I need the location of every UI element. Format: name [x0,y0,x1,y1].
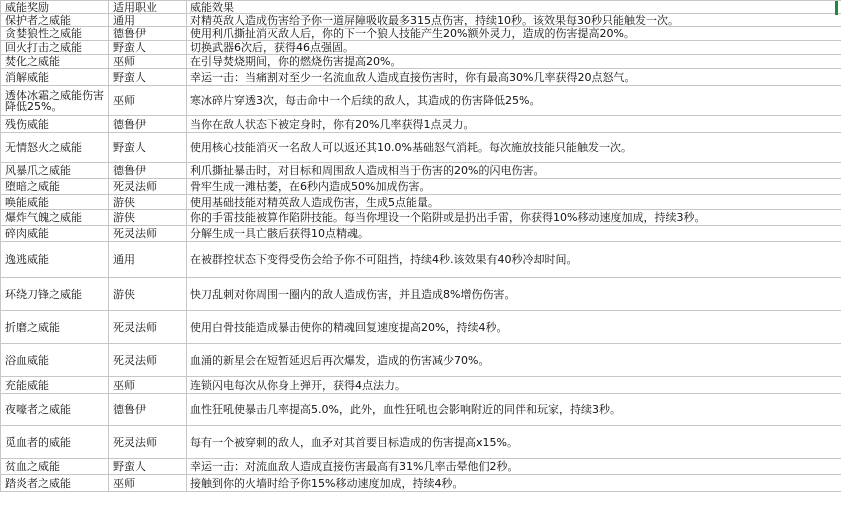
effect-cell: 在被群控状态下变得受伤会给予你不可阻挡，持续4秒.该效果有40秒冷却时间。 [187,242,841,278]
class-cell: 通用 [109,14,187,27]
table-row [1,426,841,459]
power-name-cell: 碎肉威能 [1,226,109,242]
class-cell: 巫师 [109,475,187,492]
effect-cell: 寒冰碎片穿透3次，每击命中一个后续的敌人，其造成的伤害降低25%。 [187,86,841,116]
effect-cell: 每有一个被穿刺的敌人，血矛对其首要目标造成的伤害提高x15%。 [187,426,841,459]
power-name-cell: 夜嚎者之威能 [1,394,109,426]
class-cell: 德鲁伊 [109,394,187,426]
header-power: 威能奖励 [1,1,109,14]
class-cell: 通用 [109,242,187,278]
power-name-cell: 焚化之威能 [1,55,109,69]
effect-cell: 幸运一击：当痛割对至少一名流血敌人造成直接伤害时，你有最高30%几率获得20点怒气。 [187,69,841,86]
table-row [1,116,841,133]
cell-selection-marker [835,1,838,15]
table-row [1,226,841,242]
power-name-cell: 贫血之威能 [1,459,109,475]
header-effect: 威能效果 [187,1,841,14]
table-row [1,195,841,210]
table-row [1,163,841,179]
effect-cell: 幸运一击：对流血敌人造成直接伤害最高有31%几率击晕他们2秒。 [187,459,841,475]
class-cell: 德鲁伊 [109,27,187,41]
table-row [1,27,841,41]
table-row [1,242,841,278]
power-name-cell: 唤能威能 [1,195,109,210]
effect-cell: 利爪撕扯暴击时，对目标和周围敌人造成相当于伤害的20%的闪电伤害。 [187,163,841,179]
effect-cell: 连锁闪电每次从你身上弹开，获得4点法力。 [187,377,841,394]
class-cell: 死灵法师 [109,311,187,344]
class-cell: 游侠 [109,195,187,210]
table-row [1,86,841,116]
effect-cell: 使用核心技能消灭一名敌人可以返还其10.0%基础怒气消耗。每次施放技能只能触发一次。 [187,133,841,163]
class-cell: 野蛮人 [109,41,187,55]
power-name-cell: 贪婪狼性之威能 [1,27,109,41]
effect-cell: 使用基础技能对精英敌人造成伤害，生成5点能量。 [187,195,841,210]
table-row [1,377,841,394]
class-cell: 死灵法师 [109,426,187,459]
power-name-cell: 风暴爪之威能 [1,163,109,179]
table-row [1,55,841,69]
table-row [1,344,841,377]
power-name-cell: 逸逃威能 [1,242,109,278]
effect-cell: 接触到你的火墙时给予你15%移动速度加成，持续4秒。 [187,475,841,492]
power-name-cell: 无情怒火之威能 [1,133,109,163]
class-cell: 死灵法师 [109,226,187,242]
effect-cell: 切换武器6次后，获得46点强固。 [187,41,841,55]
power-name-cell: 透体冰霜之威能伤害降低25%。 [1,86,109,116]
power-name-cell: 觅血者的威能 [1,426,109,459]
power-name-cell: 环绕刀锋之威能 [1,278,109,311]
table-row [1,69,841,86]
power-name-cell: 浴血威能 [1,344,109,377]
class-cell: 死灵法师 [109,344,187,377]
effect-cell: 分解生成一具亡骸后获得10点精魂。 [187,226,841,242]
header-class: 适用职业 [109,1,187,14]
table-row [1,179,841,195]
header-row [1,1,841,14]
power-name-cell: 充能威能 [1,377,109,394]
class-cell: 死灵法师 [109,179,187,195]
power-name-cell: 堕暗之威能 [1,179,109,195]
class-cell: 巫师 [109,86,187,116]
table-row [1,394,841,426]
effect-cell: 当你在敌人状态下被定身时，你有20%几率获得1点灵力。 [187,116,841,133]
power-name-cell: 残伤威能 [1,116,109,133]
table-body [1,14,841,492]
power-name-cell: 回火打击之威能 [1,41,109,55]
power-name-cell: 爆炸气魄之威能 [1,210,109,226]
class-cell: 游侠 [109,210,187,226]
effect-cell: 使用利爪撕扯消灭敌人后，你的下一个狼人技能产生20%额外灵力，造成的伤害提高20%。 [187,27,841,41]
class-cell: 德鲁伊 [109,163,187,179]
class-cell: 德鲁伊 [109,116,187,133]
effect-cell: 血性狂吼使暴击几率提高5.0%，此外，血性狂吼也会影响附近的同伴和玩家，持续3秒。 [187,394,841,426]
effect-cell: 使用白骨技能造成暴击使你的精魂回复速度提高20%，持续4秒。 [187,311,841,344]
effect-cell: 对精英敌人造成伤害给予你一道屏障吸收最多315点伤害，持续10秒。该效果每30秒只能触发一次。 [187,14,841,27]
table-row [1,210,841,226]
class-cell: 巫师 [109,55,187,69]
class-cell: 巫师 [109,377,187,394]
table-row [1,278,841,311]
power-name-cell: 保护者之威能 [1,14,109,27]
class-cell: 游侠 [109,278,187,311]
effect-cell: 你的手雷技能被算作陷阱技能。每当你埋设一个陷阱或是扔出手雷，你获得10%移动速度加成，持续3秒。 [187,210,841,226]
table-row [1,133,841,163]
power-name-cell: 消解威能 [1,69,109,86]
effect-cell: 快刀乱刺对你周围一圈内的敌人造成伤害，并且造成8%增伤伤害。 [187,278,841,311]
effect-cell: 血涌的新星会在短暂延迟后再次爆发，造成的伤害减少70%。 [187,344,841,377]
table-row [1,41,841,55]
class-cell: 野蛮人 [109,133,187,163]
table-row [1,459,841,475]
effect-cell: 骨牢生成一滩枯萎，在6秒内造成50%加成伤害。 [187,179,841,195]
class-cell: 野蛮人 [109,69,187,86]
table-row [1,475,841,492]
class-cell: 野蛮人 [109,459,187,475]
power-name-cell: 折磨之威能 [1,311,109,344]
table-row [1,14,841,27]
power-name-cell: 踏炎者之威能 [1,475,109,492]
effect-cell: 在引导焚烧期间，你的燃烧伤害提高20%。 [187,55,841,69]
table-row [1,311,841,344]
